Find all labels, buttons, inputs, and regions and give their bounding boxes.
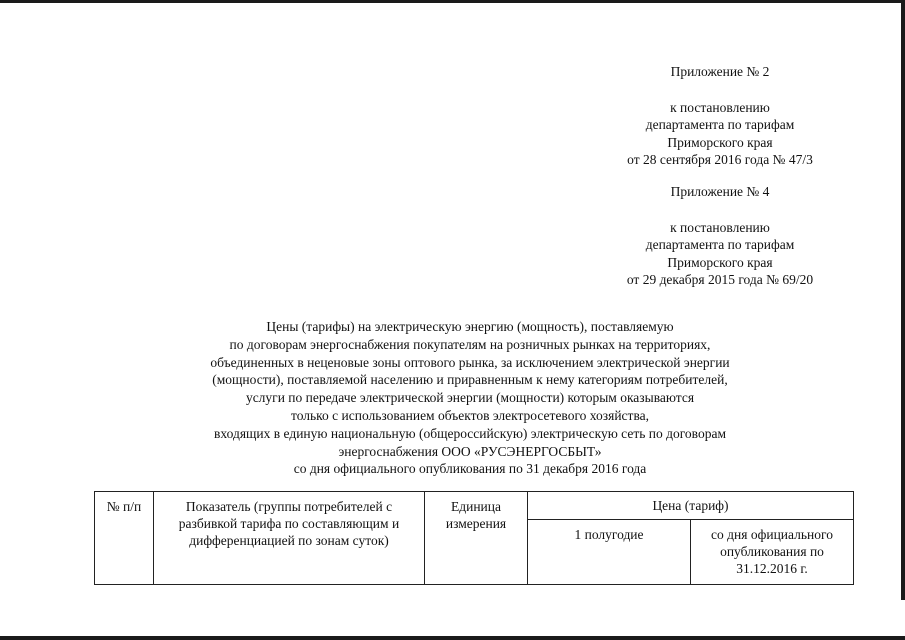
title-line: только с использованием объектов электросетевого хозяйства, (290, 407, 650, 423)
title-line: объединенных в неценовые зоны оптового рынка, за исключением электрической энергии (210, 354, 730, 370)
appendix-2-line: департамента по тарифам (645, 117, 795, 132)
title-line: услуги по передаче электрической энергии (мощности) которым оказываются (245, 390, 695, 406)
title-line: по договорам энергоснабжения покупателям на розничных рынках на территориях, (229, 336, 711, 352)
column-header-unit: Единица измерения (425, 492, 528, 585)
title-line: (мощности), поставляемой населению и приравненным к нему категориям потребителей, (212, 372, 728, 388)
appendix-2-line: Приморского края (667, 134, 773, 150)
title-line: Цены (тарифы) на электрическую энергию (мощность), поставляемую (266, 319, 674, 334)
title-line: со дня официального опубликования по 31 декабря 2016 года (293, 461, 647, 477)
column-header-indicator: Показатель (группы потребителей с разбивкой тарифа по составляющим и дифференциацией по зонам суток) (154, 492, 425, 585)
appendix-2-heading: Приложение № 2 (670, 64, 770, 79)
tariff-table (94, 491, 854, 585)
appendix-2-line: к постановлению (670, 99, 770, 115)
appendix-4-line: от 29 декабря 2015 года № 69/20 (626, 272, 814, 287)
title-line: энергоснабжения ООО «РУСЭНЕРГОСБЫТ» (338, 443, 602, 459)
appendix-4-block (590, 183, 850, 289)
appendix-4-heading: Приложение № 4 (670, 184, 770, 199)
appendix-4-line: Приморского края (667, 254, 773, 270)
column-header-price: Цена (тариф) (528, 492, 854, 520)
table-header-row (95, 492, 854, 520)
title-line: входящих в единую национальную (общероссийскую) электрическую сеть по договорам (213, 425, 726, 441)
scan-border-right (901, 0, 905, 600)
appendix-4-line: департамента по тарифам (645, 237, 795, 252)
scan-border-bottom (0, 636, 905, 640)
column-header-number: № п/п (95, 492, 154, 585)
column-header-period: со дня официального опубликования по 31.12.2016 г. (691, 520, 854, 585)
appendix-2-line: от 28 сентября 2016 года № 47/3 (627, 152, 813, 167)
scan-border-top (0, 0, 905, 3)
appendix-4-line: к постановлению (670, 219, 770, 235)
column-header-half-year: 1 полугодие (528, 520, 691, 585)
document-title (170, 318, 770, 478)
appendix-2-block (590, 63, 850, 169)
